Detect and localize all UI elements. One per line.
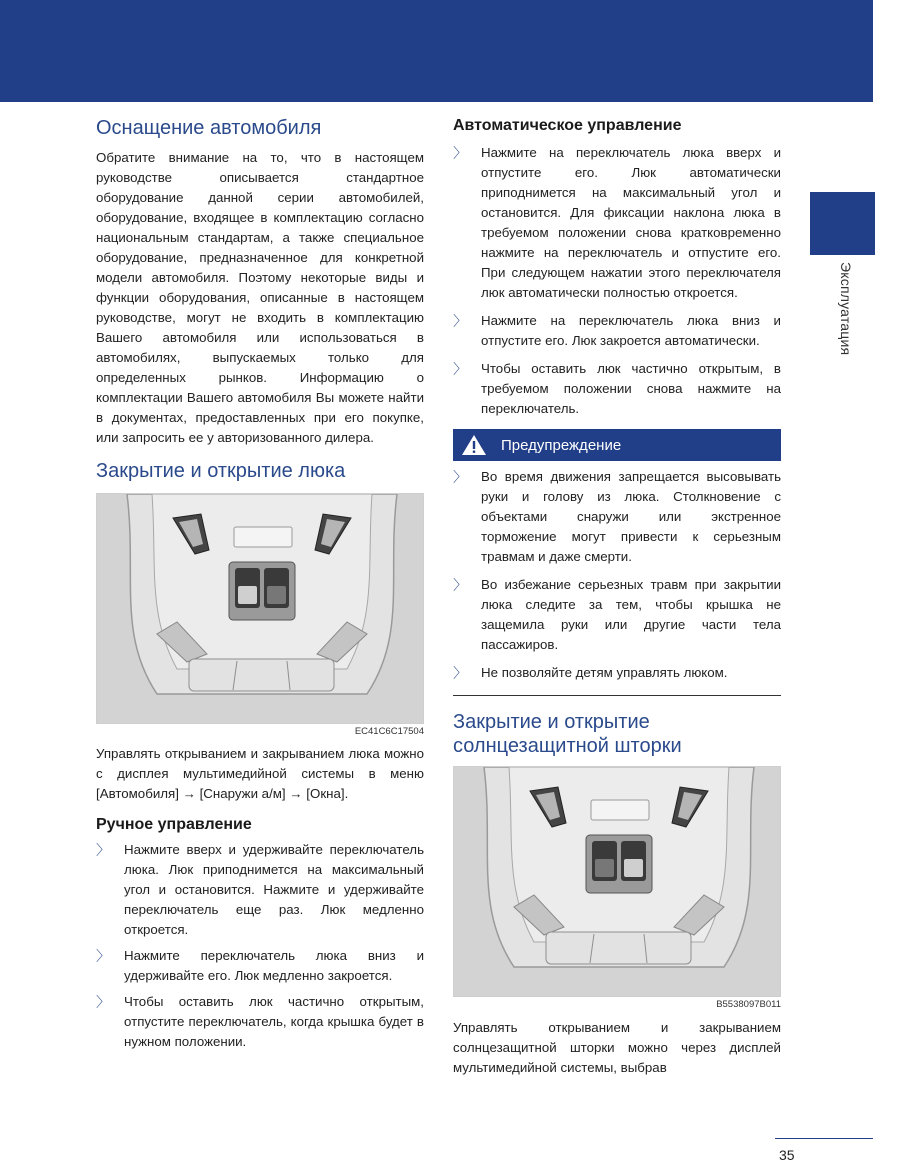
header-band (0, 0, 873, 102)
chevron-right-icon: 〉 (453, 577, 467, 593)
list-item: 〉 Нажмите вверх и удерживайте переключатель люка. Люк приподнимется на максимальный угол и остановится. Нажмите и удерживайте переключатель еще раз. Люк медленно откроется. (96, 842, 424, 937)
chevron-right-icon: 〉 (453, 469, 467, 485)
auto-control-heading: Автоматическое управление (453, 117, 682, 134)
sunroof-figure (96, 493, 424, 724)
warning-title: Предупреждение (501, 436, 622, 454)
chevron-right-icon: 〉 (453, 665, 467, 681)
figure-code: B5538097B011 (716, 999, 781, 1010)
sunshade-text: Управлять открыванием и закрыванием солнцезащитной шторки можно через дисплей мультимедийной системы, выбрав (453, 1020, 781, 1075)
list-item: 〉 Нажмите на переключатель люка вверх и отпустите его. Люк автоматически приподнимется на максимальный угол и остановится. Для фиксации наклона люка в требуемом положении снова кратковременно нажмите на переключатель и отпустите его. При следующем нажатии этого переключателя люк автоматически полностью откроется. (453, 145, 781, 300)
sunshade-figure (453, 766, 781, 997)
chevron-right-icon: 〉 (96, 994, 110, 1010)
list-item: 〉 Чтобы оставить люк частично открытым, отпустите переключатель, когда крышка будет в нужном положении. (96, 994, 424, 1049)
equipment-heading: Оснащение автомобиля (96, 117, 322, 139)
left-column (96, 112, 424, 1052)
list-item: 〉 Нажмите на переключатель люка вниз и отпустите его. Люк закроется автоматически. (453, 313, 781, 348)
section-tab (810, 192, 875, 255)
manual-control-list (96, 840, 424, 1052)
sunshade-heading: Закрытие и открытие солнцезащитной шторки (453, 711, 682, 757)
manual-control-heading: Ручное управление (96, 816, 252, 833)
warning-list (453, 467, 781, 683)
list-item: 〉 Во избежание серьезных травм при закрытии люка следите за тем, чтобы крышка не защемила руки или другие части тела пассажиров. (453, 577, 781, 652)
chevron-right-icon: 〉 (96, 842, 110, 858)
right-column (453, 112, 781, 1078)
list-item: 〉 Нажмите переключатель люка вниз и удерживайте его. Люк медленно закроется. (96, 948, 424, 983)
chevron-right-icon: 〉 (453, 361, 467, 377)
warning-banner (453, 429, 781, 461)
chevron-right-icon: 〉 (453, 145, 467, 161)
chevron-right-icon: 〉 (453, 313, 467, 329)
sunroof-menu-text: Управлять открыванием и закрыванием люка можно с дисплея мультимедийной системы в меню [Автомобиля] → [Снаружи а/м] → [Окна]. (96, 746, 424, 801)
auto-control-list (453, 143, 781, 419)
sunroof-heading: Закрытие и открытие люка (96, 460, 346, 482)
warning-divider (453, 695, 781, 696)
overhead-console-illustration (454, 767, 781, 997)
warning-icon (461, 434, 487, 456)
list-item: 〉 Не позволяйте детям управлять люком. (453, 665, 728, 681)
overhead-console-illustration (97, 494, 424, 724)
figure-code: EC41C6C17504 (354, 726, 424, 737)
list-item: 〉 Чтобы оставить люк частично открытым, в требуемом положении снова нажмите на переключатель. (453, 361, 781, 416)
page-number: 35 (779, 1147, 795, 1163)
list-item: 〉 Во время движения запрещается высовывать руки и голову из люка. Столкновение с объектами снаружи или экстренное торможение могут привести к серьезным травмам и даже смерти. (453, 469, 781, 564)
equipment-intro: Обратите внимание на то, что в настоящем руководстве описывается стандартное оборудование данной серии автомобилей, оборудование, входящее в комплектацию согласно национальным стандартам, а также специальное оборудование, предназначенное для конкретной модели автомобиля. Поэтому некоторые виды и функции оборудования, описанные в настоящем руководстве, могут не входить в комплектацию Вашего автомобиля или использоваться в автомобилях, выпускаемых только для определенных рынков. Информацию о комплектации Вашего автомобиля Вы можете найти в документах, предоставленных при его покупке, или запросить ее у авторизованного дилера. (96, 150, 424, 445)
section-label: Эксплуатация (838, 262, 854, 356)
chevron-right-icon: 〉 (96, 948, 110, 964)
page-number-rule (775, 1138, 873, 1139)
